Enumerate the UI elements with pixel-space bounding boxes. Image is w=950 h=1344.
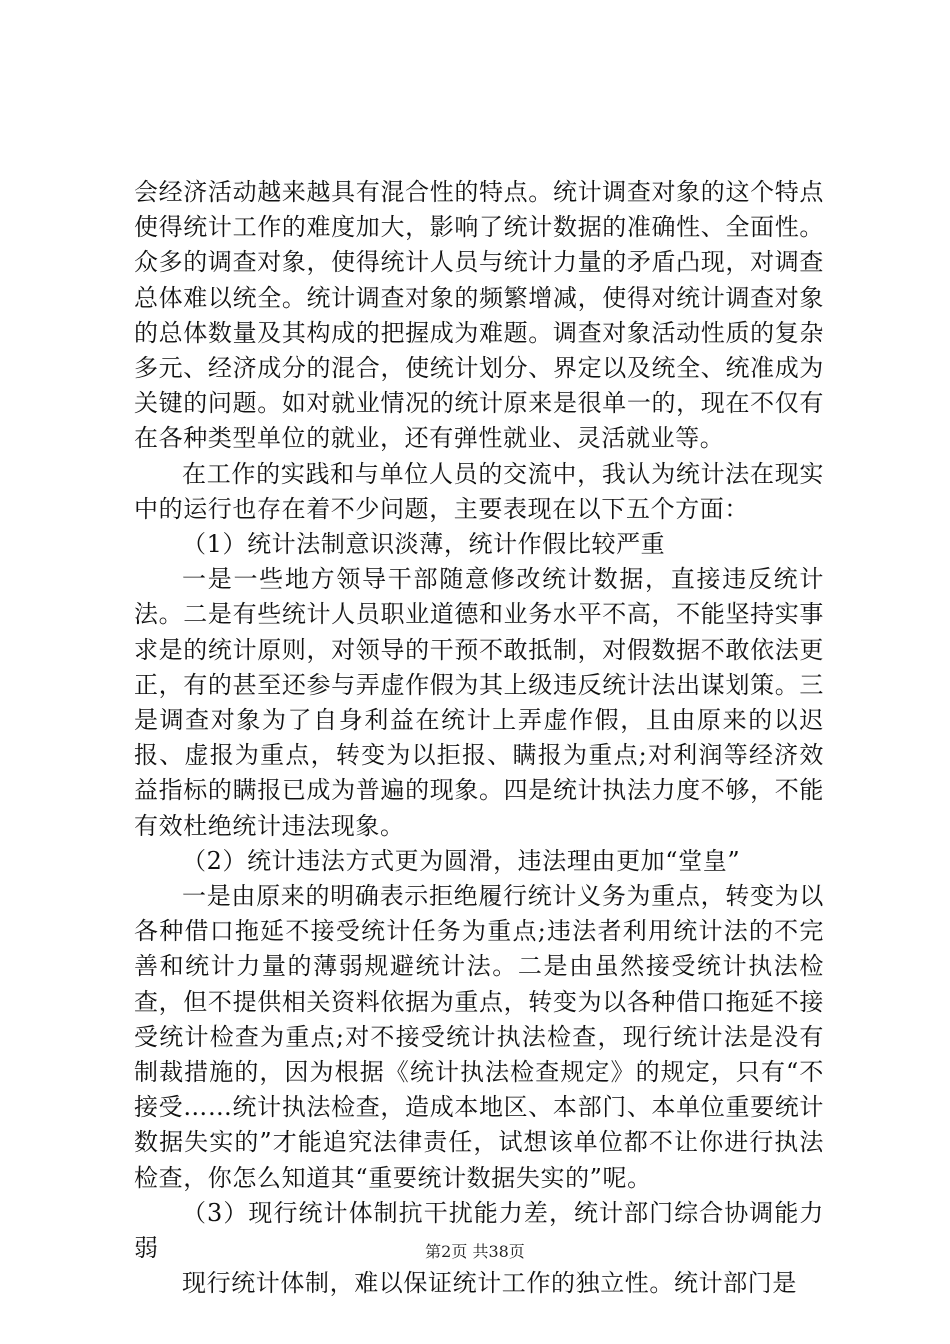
paragraph-5: 现行统计体制，难以保证统计工作的独立性。统计部门是 — [182, 1269, 797, 1298]
paragraph-4: 一是由原来的明确表示拒绝履行统计义务为重点，转变为以各种借口拖延不接受统计任务为重点;违法者利用统计法的不完善和统计力量的薄弱规避统计法。二是由虽然接受统计执法检查，但不提供相关资料依据为重点，转变为以各种借口拖延不接受统计检查为重点;对不接受统计执法检查，现行统计法是没有制裁措施的，因为根据《统计执法检查规定》的规定，只有“不接受……统计执法检查，造成本地区、本部门、本单位重要统计数据失实的”才能追究法律责任，试想该单位都不让你进行执法检查，你怎么知道其“重要统计数据失实的”呢。 — [134, 882, 824, 1192]
section-heading-3: （3）现行统计体制抗干扰能力差，统计部门综合协调能力弱 — [134, 1198, 824, 1263]
paragraph-1: 会经济活动越来越具有混合性的特点。统计调查对象的这个特点使得统计工作的难度加大，影响了统计数据的准确性、全面性。众多的调查对象，使得统计人员与统计力量的矛盾凸现，对调查总体难以统全。统计调查对象的频繁增减，使得对统计调查对象的总体数量及其构成的把握成为难题。调查对象活动性质的复杂多元、经济成分的混合，使统计划分、界定以及统全、统准成为关键的问题。如对就业情况的统计原来是很单一的，现在不仅有在各种类型单位的就业，还有弹性就业、灵活就业等。 — [134, 178, 824, 453]
section-heading-1: （1）统计法制意识淡薄，统计作假比较严重 — [182, 530, 666, 559]
paragraph-2: 在工作的实践和与单位人员的交流中，我认为统计法在现实中的运行也存在着不少问题，主要表现在以下五个方面： — [134, 459, 824, 523]
section-heading-2: （2）统计违法方式更为圆滑，违法理由更加“堂皇” — [182, 846, 741, 875]
paragraph-3: 一是一些地方领导干部随意修改统计数据，直接违反统计法。二是有些统计人员职业道德和业务水平不高，不能坚持实事求是的统计原则，对领导的干预不敢抵制，对假数据不敢依法更正，有的甚至还参与弄虚作假为其上级违反统计法出谋划策。三是调查对象为了自身利益在统计上弄虚作假，且由原来的以迟报、虚报为重点，转变为以拒报、瞒报为重点;对利润等经济效益指标的瞒报已成为普遍的现象。四是统计执法力度不够，不能有效杜绝统计违法现象。 — [134, 565, 824, 840]
page-footer: 第2页 共38页 — [425, 1242, 525, 1261]
body-text — [134, 175, 824, 1302]
